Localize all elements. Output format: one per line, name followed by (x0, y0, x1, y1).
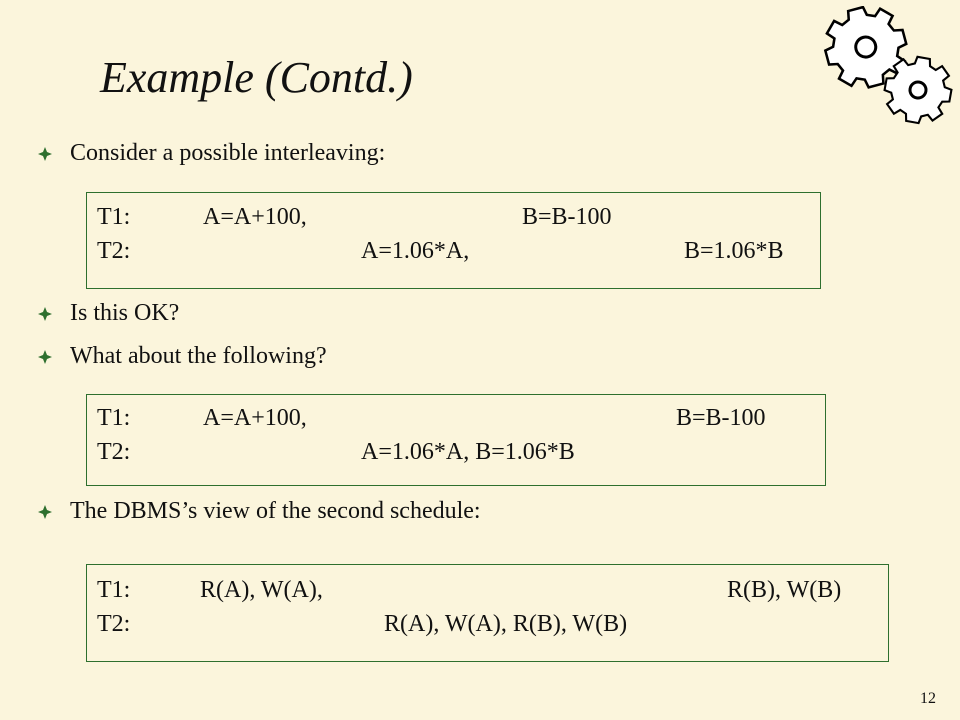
page-number: 12 (920, 690, 936, 707)
schedule-box-2 (86, 394, 826, 486)
txn-op: B=1.06*B (684, 238, 784, 264)
bullet-diamond-icon (38, 505, 52, 519)
bullet-diamond-icon (38, 307, 52, 321)
txn-op: B=B-100 (522, 204, 612, 230)
schedule-box-3 (86, 564, 889, 662)
txn-label: T2: (97, 439, 131, 465)
schedule-row-t1 (87, 200, 820, 234)
txn-label: T1: (97, 577, 131, 603)
txn-op: B=B-100 (676, 405, 766, 431)
bullet-text: Consider a possible interleaving: (70, 140, 386, 166)
schedule-row-t1 (87, 401, 825, 435)
bullet-text: The DBMS’s view of the second schedule: (70, 498, 481, 524)
txn-label: T1: (97, 204, 131, 230)
txn-op: R(A), W(A), (200, 577, 323, 603)
txn-label: T2: (97, 238, 131, 264)
txn-op: A=1.06*A, B=1.06*B (361, 439, 575, 465)
schedule-row-t2 (87, 234, 820, 268)
txn-op: R(A), W(A), R(B), W(B) (384, 611, 628, 637)
txn-label: T2: (97, 611, 131, 637)
txn-op: A=A+100, (203, 405, 307, 431)
bullet-diamond-icon (38, 350, 52, 364)
schedule-box-1 (86, 192, 821, 289)
schedule-row-t2 (87, 607, 888, 641)
bullet-diamond-icon (38, 147, 52, 161)
bullet-item (38, 343, 327, 370)
bullet-item (38, 498, 481, 525)
txn-op: A=1.06*A, (361, 238, 470, 264)
bullet-item (38, 140, 385, 167)
schedule-row-t2 (87, 435, 825, 469)
txn-op: R(B), W(B) (727, 577, 842, 603)
gears-icon (806, 6, 956, 126)
bullet-text: Is this OK? (70, 300, 180, 326)
slide-title: Example (Contd.) (100, 53, 413, 102)
txn-op: A=A+100, (203, 204, 307, 230)
bullet-text: What about the following? (70, 343, 327, 369)
txn-label: T1: (97, 405, 131, 431)
bullet-item (38, 300, 179, 327)
schedule-row-t1 (87, 573, 888, 607)
